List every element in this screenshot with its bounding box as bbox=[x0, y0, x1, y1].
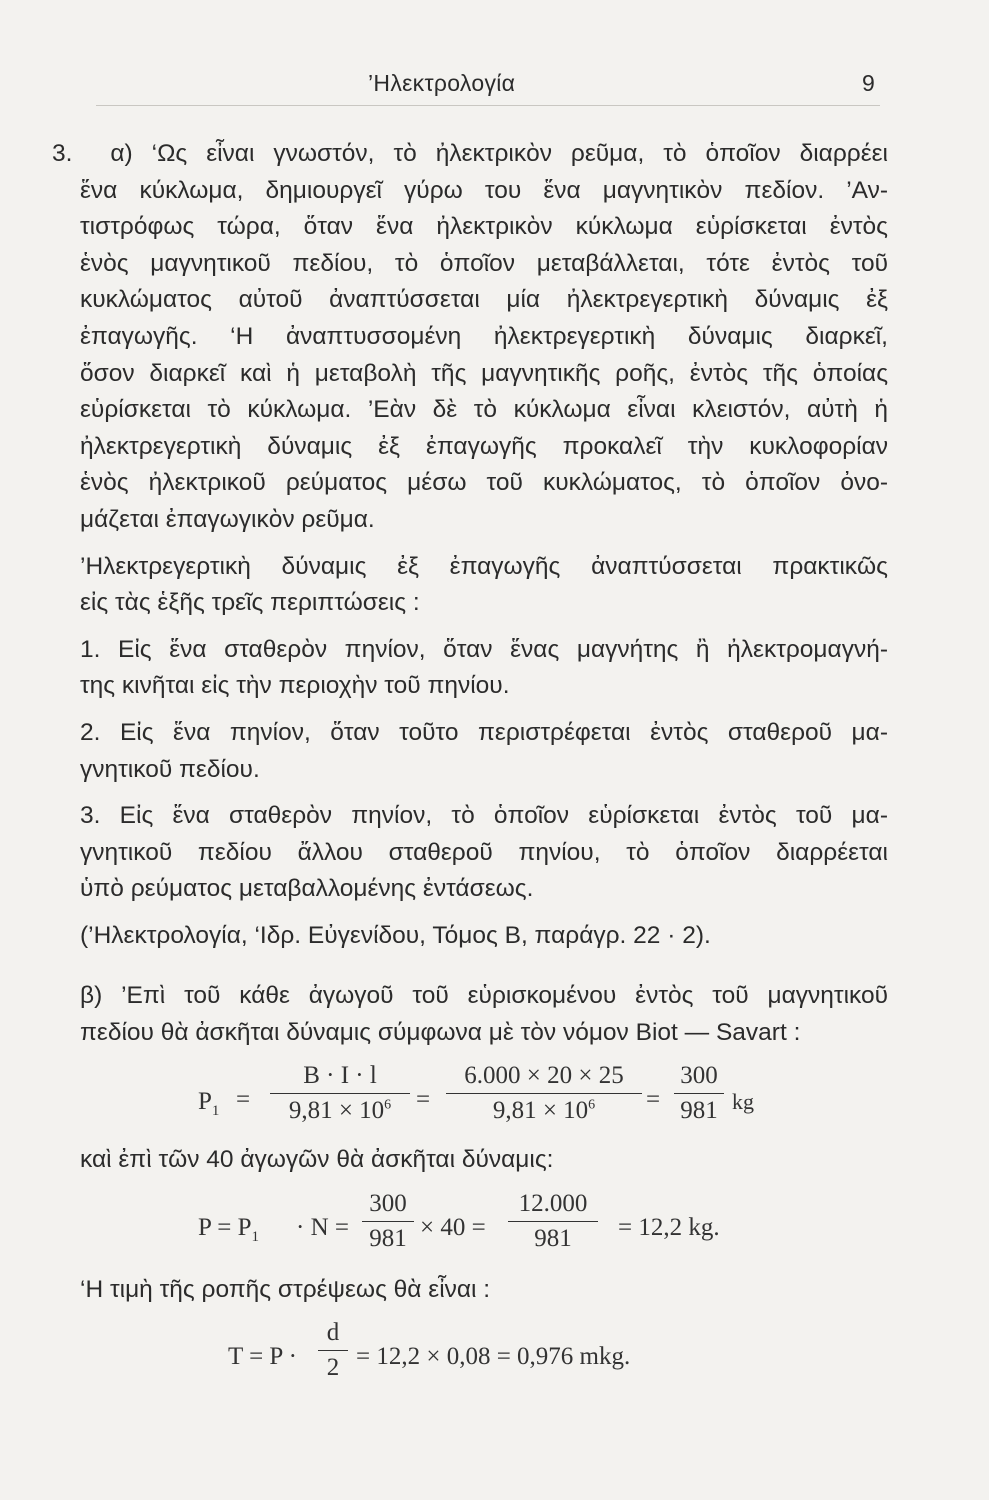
paragraph-a-line: ὅσον διαρκεῖ καὶ ἡ μεταβολὴ τῆς μαγνητικῆς ροῆς, ἐντὸς τῆς ὁποίας bbox=[80, 359, 888, 387]
eq1-unit: kg bbox=[732, 1088, 754, 1114]
eq2-intro: καὶ ἐπὶ τῶν 40 ἀγωγῶν θὰ ἀσκῆται δύναμις: bbox=[80, 1145, 554, 1173]
page-number: 9 bbox=[862, 70, 875, 96]
eq3-result: = 12,2 × 0,08 = 0,976 mkg. bbox=[356, 1342, 631, 1370]
eq1-equals-3: = bbox=[646, 1085, 661, 1113]
eq2-times: × 40 = bbox=[420, 1214, 486, 1242]
eq3-intro: ‘Η τιμὴ τῆς ροπῆς στρέψεως θὰ εἶναι : bbox=[80, 1276, 491, 1304]
eq2-fraction-2: 12.000 981 bbox=[508, 1190, 598, 1253]
eq1-equals: = bbox=[236, 1085, 251, 1113]
paragraph-a-line: κυκλώματος αὐτοῦ ἀναπτύσσεται μία ἠλεκτρεγερτικὴ δύναμις ἐξ bbox=[80, 286, 888, 314]
eq2-mid: · N = bbox=[296, 1214, 349, 1242]
case-3-line-2: γνητικοῦ πεδίου ἄλλου σταθεροῦ πηνίου, τὸ ὁποῖον διαρρέεται bbox=[80, 838, 888, 866]
eq3-lhs: T = P · bbox=[228, 1342, 297, 1370]
page-body bbox=[52, 136, 888, 1397]
reference-citation: (’Ηλεκτρολογία, ‘Ιδρ. Εὐγενίδου, Τόμος Β, παράγρ. 22 · 2). bbox=[80, 921, 711, 949]
paragraph-a-line: μάζεται ἐπαγωγικὸν ρεῦμα. bbox=[80, 505, 375, 533]
equation-force-per-conductor bbox=[80, 1056, 888, 1140]
paragraph-b-line: β) ’Επὶ τοῦ κάθε ἀγωγοῦ τοῦ εὑρισκομένου ἐντὸς τοῦ μαγνητικοῦ bbox=[80, 982, 888, 1010]
paragraph-a-line: εὑρίσκεται τὸ κύκλωμα. ’Εὰν δὲ τὸ κύκλωμα εἶναι κλειστόν, αὐτὴ ἡ bbox=[80, 396, 888, 424]
equation-torque bbox=[80, 1313, 888, 1397]
eq1-fraction-3: 300 981 bbox=[674, 1062, 724, 1125]
eq2-lhs: $P = P_1$ bbox=[198, 1214, 259, 1246]
case-1-line-2: της κινῆται εἰς τὴν περιοχὴν τοῦ πηνίου. bbox=[80, 672, 510, 700]
eq1-lhs: $P_1$ bbox=[198, 1087, 220, 1119]
eq1-equals-2: = bbox=[416, 1085, 431, 1113]
cases-intro-line: εἰς τὰς ἑξῆς τρεῖς περιπτώσεις : bbox=[80, 589, 420, 617]
paragraph-a-line: ἕνα κύκλωμα, δημιουργεῖ γύρω του ἕνα μαγνητικὸν πεδίον. ’Αν- bbox=[80, 176, 888, 204]
case-3-line-1: 3. Εἰς ἕνα σταθερὸν πηνίον, τὸ ὁποῖον εὑρίσκεται ἐντὸς τοῦ μα- bbox=[80, 802, 888, 830]
equation-total-force bbox=[80, 1184, 888, 1268]
case-2-line-2: γνητικοῦ πεδίου. bbox=[80, 755, 260, 783]
cases-intro-line: ’Ηλεκτρεγερτικὴ δύναμις ἐξ ἐπαγωγῆς ἀναπτύσσεται πρακτικῶς bbox=[80, 552, 888, 580]
paragraph-a-line-1: 3. α) ‘Ως εἶναι γνωστόν, τὸ ἠλεκτρικὸν ρεῦμα, τὸ ὁποῖον διαρρέει bbox=[52, 140, 888, 167]
paragraph-a-line: ἑνὸς μαγνητικοῦ πεδίου, τὸ ὁποῖον μεταβάλλεται, τότε ἐντὸς τοῦ bbox=[80, 249, 888, 277]
case-2-line-1: 2. Εἰς ἕνα πηνίον, ὅταν τοῦτο περιστρέφεται ἐντὸς σταθεροῦ μα- bbox=[80, 718, 888, 746]
paragraph-a-line: ἠλεκτρεγερτικὴ δύναμις ἐξ ἐπαγωγῆς προκαλεῖ τὴν κυκλοφορίαν bbox=[80, 432, 888, 460]
header-rule bbox=[96, 105, 880, 106]
paragraph-a-line: ἐπαγωγῆς. ‘Η ἀναπτυσσομένη ἠλεκτρεγερτικὴ δύναμις διαρκεῖ, bbox=[80, 322, 888, 350]
paragraph-a-line: ἑνὸς ἠλεκτρικοῦ ρεύματος μέσω τοῦ κυκλώματος, τὸ ὁποῖον ὀνο- bbox=[80, 469, 888, 497]
eq2-fraction-1: 300 981 bbox=[362, 1190, 414, 1253]
eq2-result: = 12,2 kg. bbox=[618, 1214, 720, 1242]
item-number: 3. bbox=[52, 140, 73, 167]
running-title: ’Ηλεκτρολογία bbox=[368, 70, 516, 96]
paragraph-a-line: τιστρόφως τώρα, ὅταν ἕνα ἠλεκτρικὸν κύκλωμα εὑρίσκεται ἐντὸς bbox=[80, 213, 888, 241]
paragraph-b-line: πεδίου θὰ ἀσκῆται δύναμις σύμφωνα μὲ τὸν νόμον Biot — Savart : bbox=[80, 1019, 801, 1047]
eq1-fraction-2: 6.000 × 20 × 25 $9,81 \times 10^6$ bbox=[446, 1062, 642, 1125]
case-3-line-3: ὑπὸ ρεύματος μεταβαλλομένης ἐντάσεως. bbox=[80, 875, 534, 903]
page-header bbox=[0, 66, 989, 106]
eq3-fraction: d 2 bbox=[318, 1319, 348, 1382]
case-1-line-1: 1. Εἰς ἕνα σταθερὸν πηνίον, ὅταν ἕνας μαγνήτης ἢ ἠλεκτρομαγνή- bbox=[80, 635, 888, 663]
eq1-fraction-1: B · I · l $9,81 \times 10^6$ bbox=[270, 1062, 410, 1125]
